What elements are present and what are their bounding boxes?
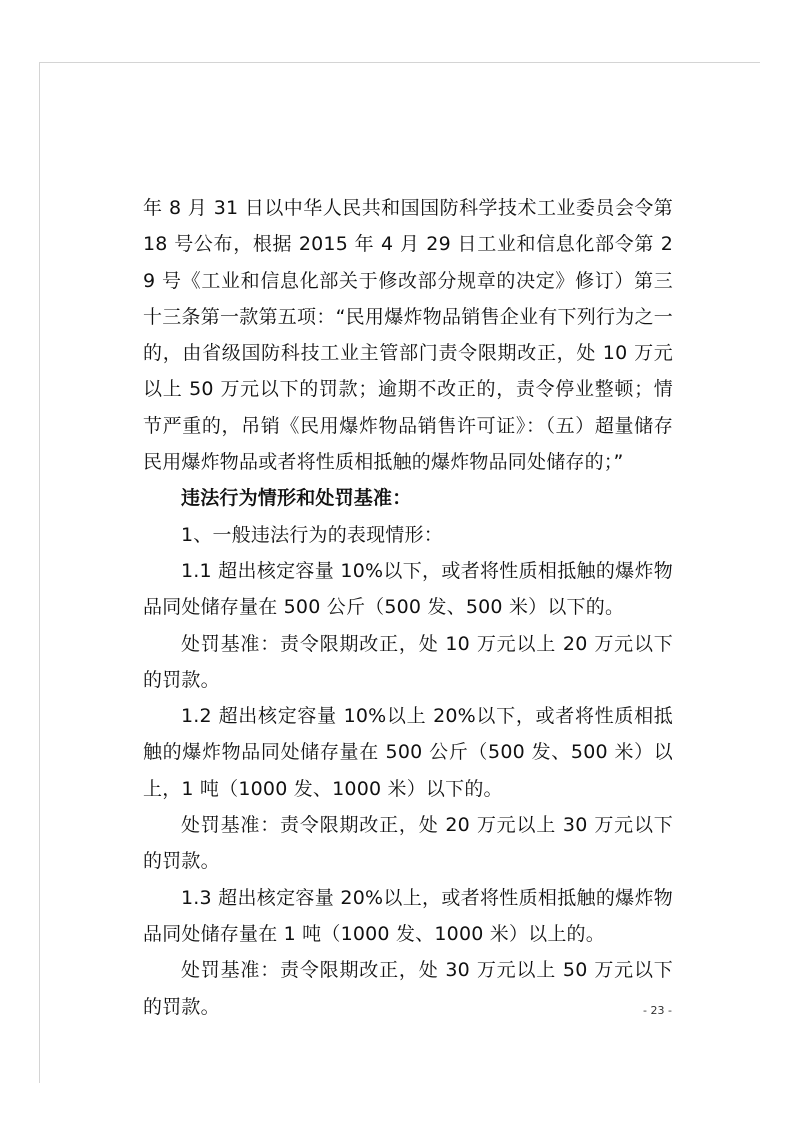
paragraph-penalty-1-1: 处罚基准：责令限期改正，处 10 万元以上 20 万元以下的罚款。	[143, 632, 673, 691]
section-heading: 违法行为情形和处罚基准：	[181, 487, 412, 510]
paragraph-general-cases: 1、一般违法行为的表现情形：	[181, 523, 443, 546]
document-body	[143, 190, 673, 1025]
paragraph-penalty-1-2: 处罚基准：责令限期改正，处 20 万元以上 30 万元以下的罚款。	[143, 814, 673, 873]
paragraph-penalty-1-3: 处罚基准：责令限期改正，处 30 万元以上 50 万元以下的罚款。	[143, 959, 673, 1018]
page-number: - 23 -	[643, 1004, 672, 1017]
paragraph-case-1-3: 1.3 超出核定容量 20%以上，或者将性质相抵触的爆炸物品同处储存量在 1 吨（1000 发、1000 米）以上的。	[143, 886, 673, 945]
paragraph-legal-basis: 年 8 月 31 日以中华人民共和国国防科学技术工业委员会令第 18 号公布，根据 2015 年 4 月 29 日工业和信息化部令第 29 号《工业和信息化部关于修改部分规章的决定》修订）第三十三条第一款第五项：“民用爆炸物品销售企业有下列行为之一的，由省级国防科技工业主管部门责令限期改正，处 10 万元以上 50 万元以下的罚款；逾期不改正的，责令停业整顿；情节严重的，吊销《民用爆炸物品销售许可证》：（五）超量储存民用爆炸物品或者将性质相抵触的爆炸物品同处储存的；”	[143, 197, 673, 474]
paragraph-case-1-1: 1.1 超出核定容量 10%以下，或者将性质相抵触的爆炸物品同处储存量在 500 公斤（500 发、500 米）以下的。	[143, 559, 673, 619]
paragraph-case-1-2: 1.2 超出核定容量 10%以上 20%以下，或者将性质相抵触的爆炸物品同处储存量在 500 公斤（500 发、500 米）以上，1 吨（1000 发、1000 米）以下的。	[143, 705, 673, 800]
